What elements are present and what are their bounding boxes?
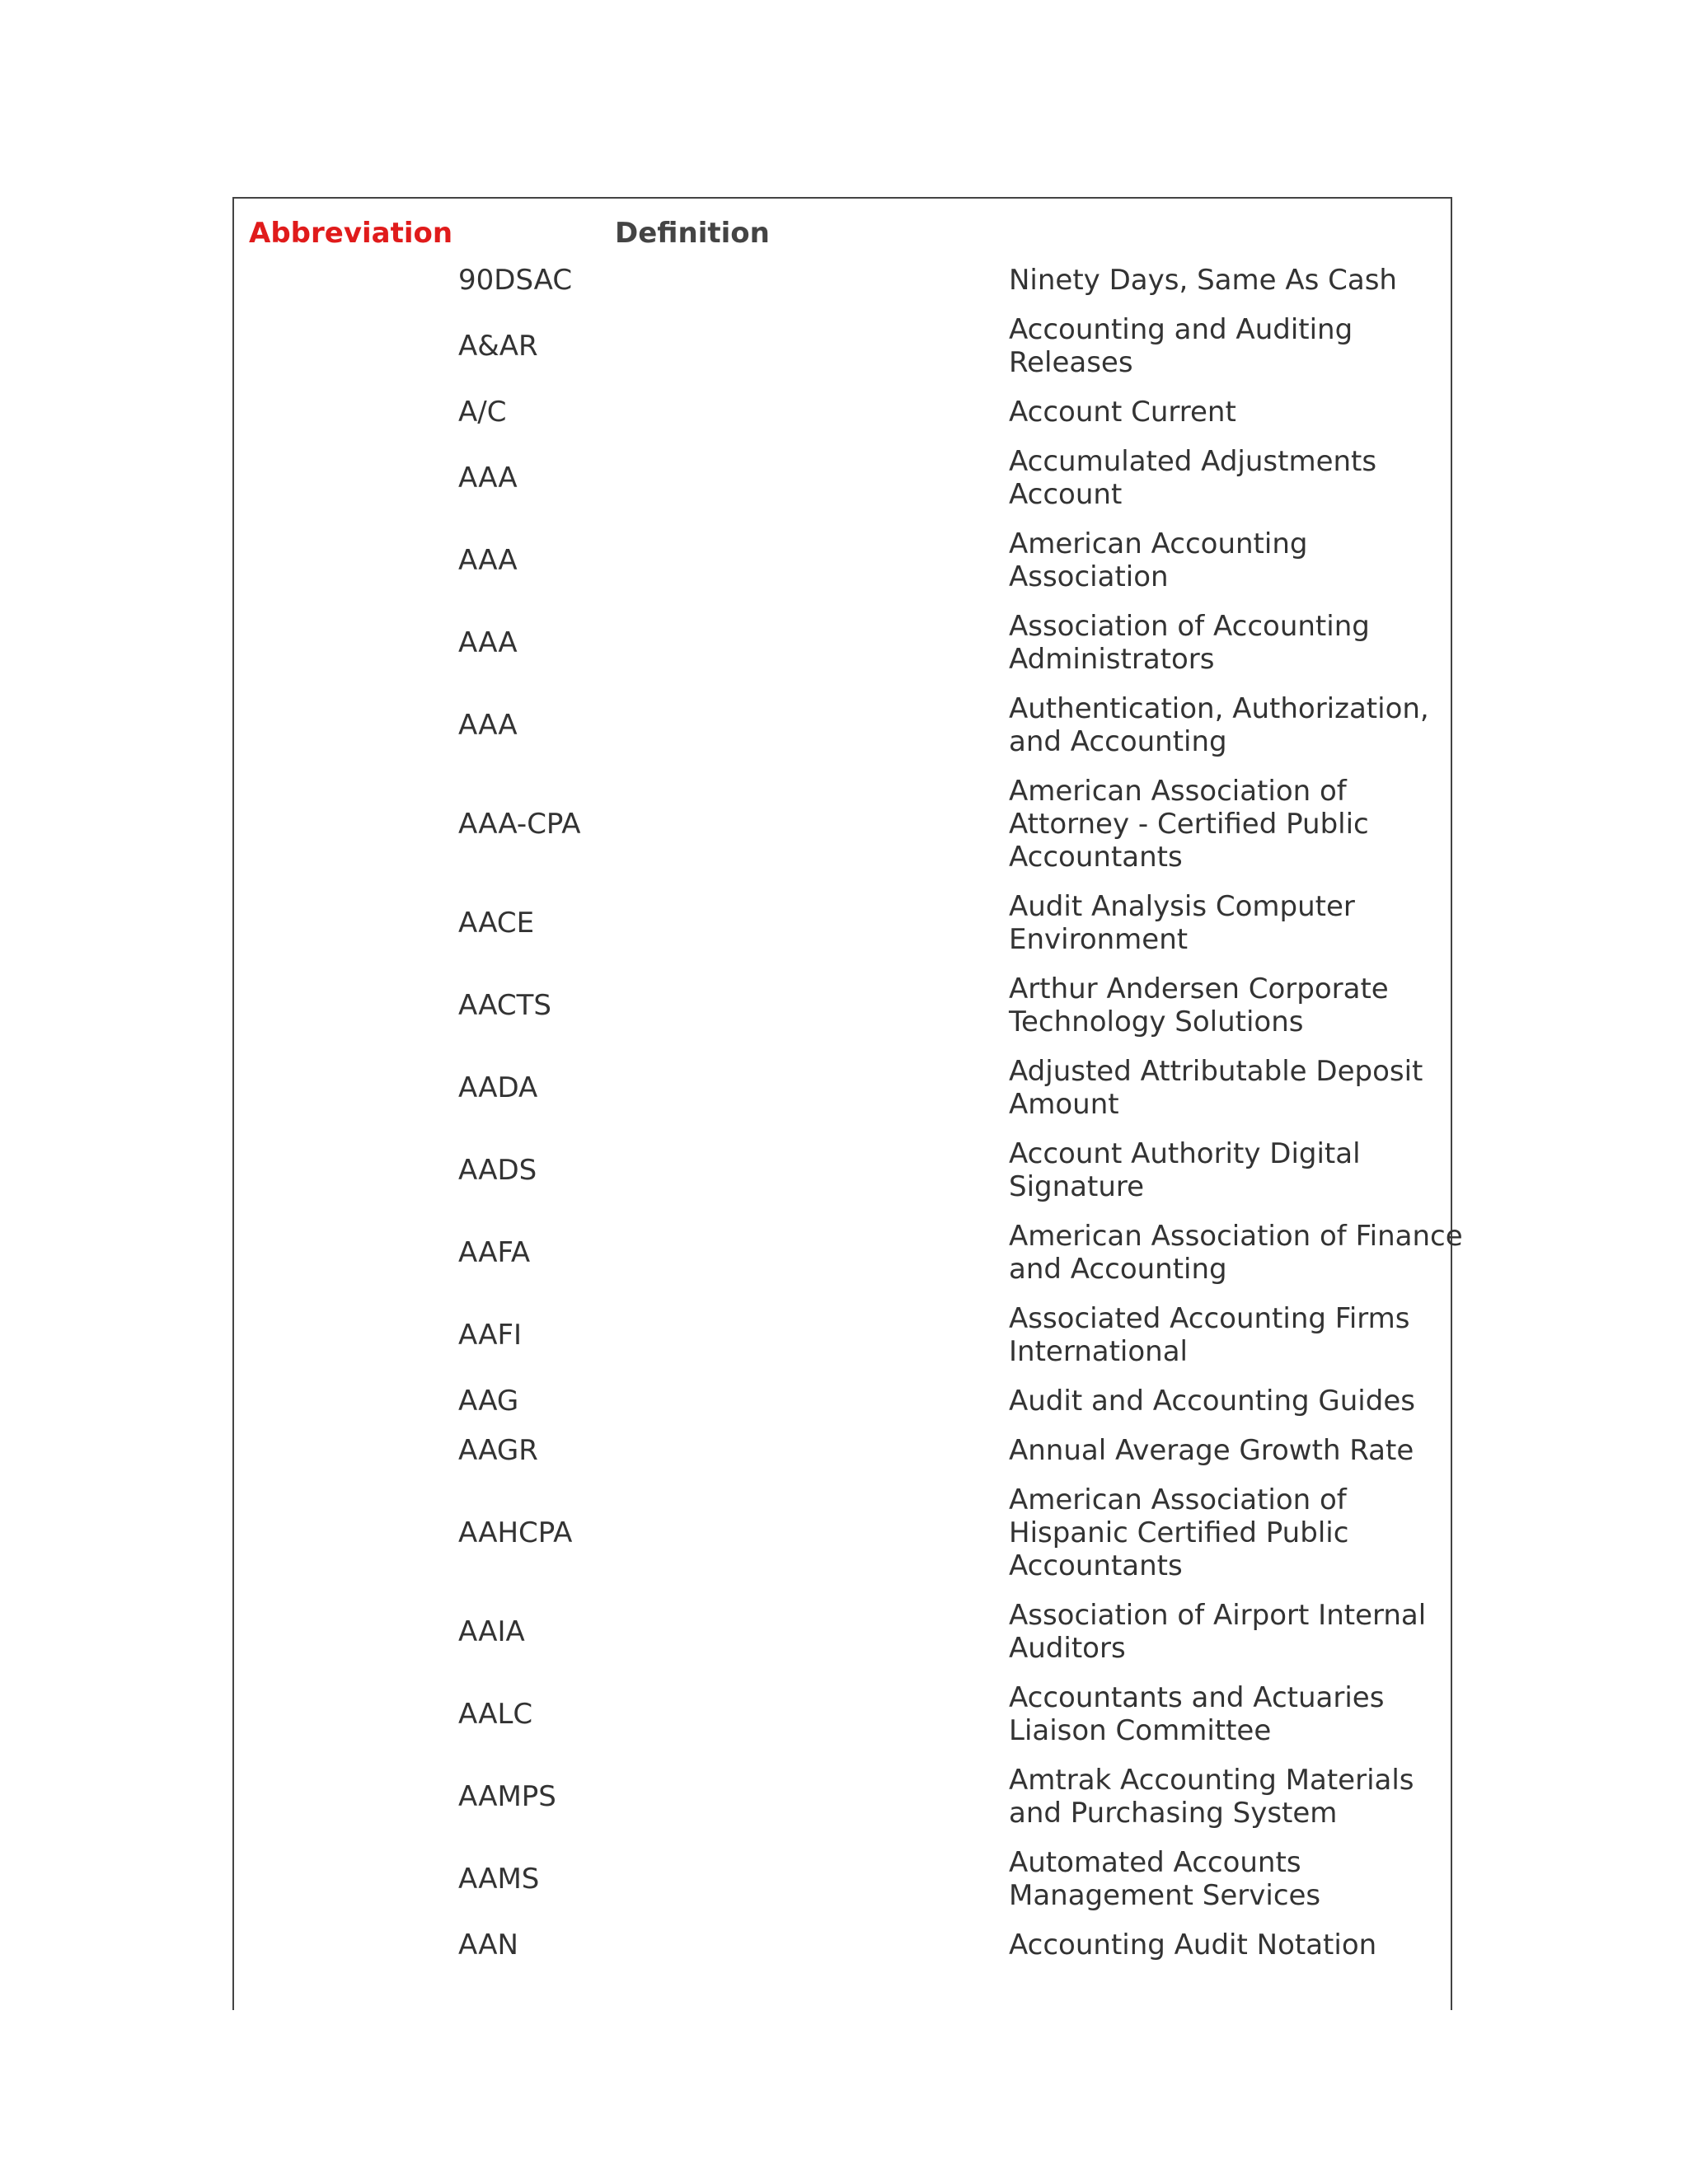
abbreviation-table xyxy=(232,197,1463,2010)
abbreviation-cell: AAHCPA xyxy=(458,1516,573,1549)
abbreviation-cell: AACTS xyxy=(458,989,551,1022)
definition-cell: Audit Analysis Computer Environment xyxy=(1009,890,1355,956)
definition-cell: American Association of Hispanic Certified Public Accountants xyxy=(1009,1483,1349,1582)
abbreviation-cell: AAGR xyxy=(458,1434,538,1467)
definition-cell: Accounting and Auditing Releases xyxy=(1009,313,1353,379)
table-row xyxy=(234,1846,1451,1912)
abbreviation-cell: AADA xyxy=(458,1071,538,1104)
abbreviation-cell: AAMPS xyxy=(458,1780,556,1813)
definition-cell: Arthur Andersen Corporate Technology Solutions xyxy=(1009,972,1389,1038)
definition-cell: American Accounting Association xyxy=(1009,527,1308,593)
table-row xyxy=(234,1385,1451,1418)
table-row xyxy=(234,775,1451,874)
table-row xyxy=(234,1302,1451,1368)
table-row xyxy=(234,313,1451,379)
table-row xyxy=(234,1681,1451,1747)
definition-cell: Accountants and Actuaries Liaison Committee xyxy=(1009,1681,1385,1747)
definition-cell: Ninety Days, Same As Cash xyxy=(1009,264,1397,297)
abbreviation-cell: AAMS xyxy=(458,1863,540,1896)
definition-cell: Association of Accounting Administrators xyxy=(1009,610,1370,676)
table-row xyxy=(234,1220,1463,1286)
abbreviation-cell: AAA-CPA xyxy=(458,808,581,841)
table-row xyxy=(234,1055,1451,1121)
definition-cell: Association of Airport Internal Auditors xyxy=(1009,1599,1427,1665)
table-row xyxy=(234,890,1451,956)
table-row xyxy=(234,1764,1451,1830)
abbreviation-cell: AAG xyxy=(458,1385,519,1418)
definition-cell: Audit and Accounting Guides xyxy=(1009,1385,1415,1418)
definition-cell: American Association of Finance and Accounting xyxy=(1009,1220,1463,1286)
table-row xyxy=(234,527,1451,593)
abbreviation-cell: AAA xyxy=(458,544,518,577)
header-definition: Definition xyxy=(615,217,770,250)
definition-cell: Accumulated Adjustments Account xyxy=(1009,445,1377,511)
table-row xyxy=(234,396,1451,429)
abbreviation-cell: AAFI xyxy=(458,1319,523,1352)
table-row xyxy=(234,1599,1451,1665)
definition-cell: Annual Average Growth Rate xyxy=(1009,1434,1414,1467)
definition-cell: American Association of Attorney - Certified Public Accountants xyxy=(1009,775,1369,874)
abbreviation-cell: AAA xyxy=(458,626,518,659)
abbreviation-cell: AAA xyxy=(458,462,518,494)
definition-cell: Automated Accounts Management Services xyxy=(1009,1846,1321,1912)
definition-cell: Associated Accounting Firms International xyxy=(1009,1302,1410,1368)
abbreviation-cell: AADS xyxy=(458,1154,537,1187)
header-abbreviation: Abbreviation xyxy=(249,217,453,250)
definition-cell: Account Authority Digital Signature xyxy=(1009,1137,1361,1203)
table-body xyxy=(234,264,1463,1978)
definition-cell: Account Current xyxy=(1009,396,1236,429)
table-row xyxy=(234,445,1451,511)
definition-cell: Accounting Audit Notation xyxy=(1009,1929,1377,1961)
table-row xyxy=(234,610,1451,676)
table-header xyxy=(234,215,1451,251)
abbreviation-cell: AAA xyxy=(458,709,518,742)
definition-cell: Authentication, Authorization, and Accounting xyxy=(1009,692,1429,758)
abbreviation-cell: AAIA xyxy=(458,1615,525,1648)
table-row xyxy=(234,1483,1451,1582)
abbreviation-cell: AALC xyxy=(458,1698,533,1731)
table-row xyxy=(234,1434,1451,1467)
table-row xyxy=(234,1137,1451,1203)
table-row xyxy=(234,692,1451,758)
abbreviation-cell: 90DSAC xyxy=(458,264,573,297)
abbreviation-cell: A&AR xyxy=(458,330,538,363)
abbreviation-cell: A/C xyxy=(458,396,507,429)
table-row xyxy=(234,972,1451,1038)
table-row xyxy=(234,1929,1451,1961)
abbreviation-cell: AACE xyxy=(458,907,535,940)
table-row xyxy=(234,264,1451,297)
definition-cell: Adjusted Attributable Deposit Amount xyxy=(1009,1055,1423,1121)
abbreviation-cell: AAFA xyxy=(458,1236,531,1269)
abbreviation-cell: AAN xyxy=(458,1929,518,1961)
definition-cell: Amtrak Accounting Materials and Purchasing System xyxy=(1009,1764,1414,1830)
